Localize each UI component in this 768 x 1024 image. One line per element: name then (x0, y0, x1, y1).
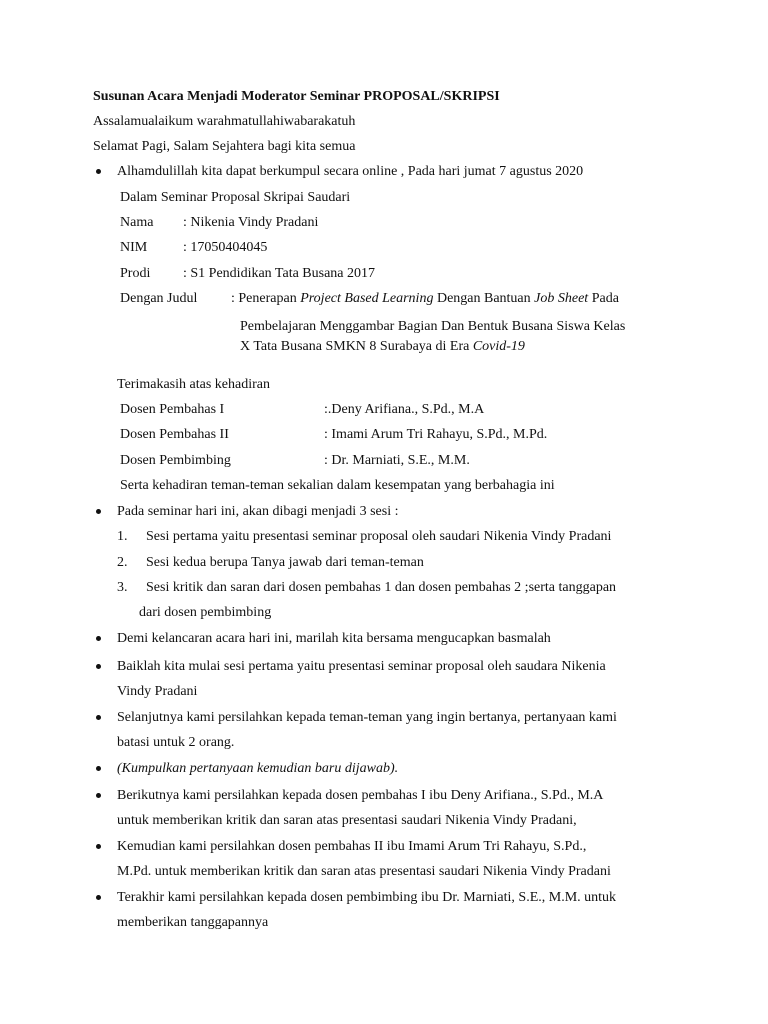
seminar-intro: Dalam Seminar Proposal Skripai Saudari (120, 190, 351, 205)
title-text: Pada (588, 291, 619, 306)
bullet-text: untuk memberikan kritik dan saran atas presentasi saudari Nikenia Vindy Pradani, (117, 813, 577, 828)
title-text: : Penerapan (231, 291, 301, 306)
bullet-text: Pada seminar hari ini, akan dibagi menjadi 3 sesi : (117, 504, 399, 519)
field-value: : 17050404045 (183, 240, 268, 255)
bullet-text: batasi untuk 2 orang. (117, 735, 235, 750)
lecturer-label: Dosen Pembahas I (120, 402, 225, 417)
title-italic: Covid-19 (472, 339, 525, 354)
thesis-title-line (240, 338, 525, 356)
thesis-title-line: Pembelajaran Menggambar Bagian Dan Bentuk Busana Siswa Kelas (240, 319, 626, 334)
bullet-icon (96, 793, 101, 798)
bullet-text: memberikan tanggapannya (117, 915, 269, 930)
lecturer-value: : Dr. Marniati, S.E., M.M. (324, 453, 470, 468)
bullet-icon (96, 636, 101, 641)
bullet-text: Baiklah kita mulai sesi pertama yaitu presentasi seminar proposal oleh saudara Nikenia (117, 659, 606, 674)
bullet-icon (96, 844, 101, 849)
session-text: dari dosen pembimbing (139, 605, 272, 620)
session-number: 3. (117, 580, 128, 595)
attendance-line: Serta kehadiran teman-teman sekalian dalam kesempatan yang berbahagia ini (120, 478, 555, 493)
field-label: NIM (120, 240, 148, 255)
bullet-icon (96, 664, 101, 669)
field-value: : Nikenia Vindy Pradani (183, 215, 319, 230)
field-value: : S1 Pendidikan Tata Busana 2017 (183, 266, 376, 281)
session-number: 1. (117, 529, 128, 544)
bullet-text: Vindy Pradani (117, 684, 198, 699)
session-text: Sesi kritik dan saran dari dosen pembahas 1 dan dosen pembahas 2 ;serta tanggapan (146, 580, 617, 595)
bullet-text: Demi kelancaran acara hari ini, marilah kita bersama mengucapkan basmalah (117, 631, 551, 646)
document-title: Susunan Acara Menjadi Moderator Seminar PROPOSAL/SKRIPSI (93, 89, 500, 104)
session-number: 2. (117, 555, 128, 570)
bullet-text: Berikutnya kami persilahkan kepada dosen pembahas I ibu Deny Arifiana., S.Pd., M.A (117, 788, 604, 803)
title-italic: Job Sheet (534, 291, 589, 306)
bullet-icon (96, 715, 101, 720)
bullet-text: (Kumpulkan pertanyaan kemudian baru dijawab). (117, 761, 399, 776)
title-text: X Tata Busana SMKN 8 Surabaya di Era (240, 339, 473, 354)
greeting-line: Selamat Pagi, Salam Sejahtera bagi kita semua (93, 139, 356, 154)
bullet-icon (96, 169, 101, 174)
field-label: Dengan Judul (120, 291, 198, 306)
session-text: Sesi pertama yaitu presentasi seminar proposal oleh saudari Nikenia Vindy Pradani (146, 529, 612, 544)
title-italic: Project Based Learning (300, 291, 434, 306)
thesis-title-line (231, 290, 619, 308)
bullet-text: M.Pd. untuk memberikan kritik dan saran atas presentasi saudari Nikenia Vindy Pradani (117, 864, 611, 879)
field-label: Prodi (120, 266, 151, 281)
bullet-icon (96, 895, 101, 900)
field-label: Nama (120, 215, 154, 230)
lecturer-label: Dosen Pembahas II (120, 427, 229, 442)
bullet-text: Alhamdulillah kita dapat berkumpul secara online , Pada hari jumat 7 agustus 2020 (117, 164, 584, 179)
bullet-text: Selanjutnya kami persilahkan kepada teman-teman yang ingin bertanya, pertanyaan kami (117, 710, 617, 725)
thanks-line: Terimakasih atas kehadiran (117, 377, 270, 392)
bullet-text: Kemudian kami persilahkan dosen pembahas II ibu Imami Arum Tri Rahayu, S.Pd., (117, 839, 587, 854)
lecturer-label: Dosen Pembimbing (120, 453, 231, 468)
bullet-icon (96, 766, 101, 771)
greeting-line: Assalamualaikum warahmatullahiwabarakatuh (93, 114, 356, 129)
bullet-text: Terakhir kami persilahkan kepada dosen pembimbing ibu Dr. Marniati, S.E., M.M. untuk (117, 890, 617, 905)
session-text: Sesi kedua berupa Tanya jawab dari teman-teman (146, 555, 424, 570)
bullet-icon (96, 509, 101, 514)
title-text: Dengan Bantuan (433, 291, 535, 306)
lecturer-value: :.Deny Arifiana., S.Pd., M.A (324, 402, 485, 417)
lecturer-value: : Imami Arum Tri Rahayu, S.Pd., M.Pd. (324, 427, 548, 442)
